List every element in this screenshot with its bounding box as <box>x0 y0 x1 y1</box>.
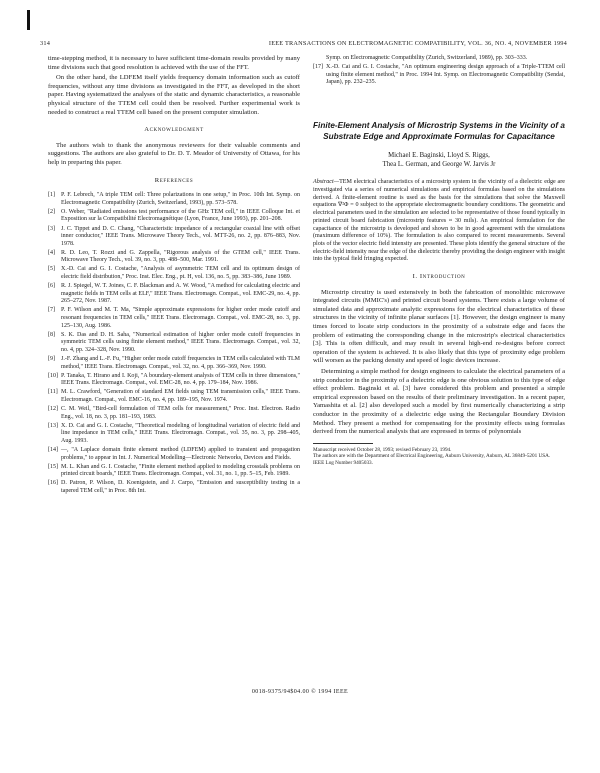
reference-number <box>313 55 326 63</box>
reference-item <box>48 356 300 371</box>
reference-item <box>48 464 300 479</box>
reference-item <box>48 332 300 355</box>
reference-number: [8] <box>48 331 55 338</box>
reference-item <box>48 423 300 446</box>
reference-item <box>48 192 300 207</box>
footnote: Manuscript received October 28, 1993; revised February 23, 1994. <box>313 446 452 453</box>
reference-item <box>48 226 300 249</box>
reference-text: R. J. Spiegel, W. T. Joines, C. F. Blackman and A. W. Wood, "A method for calculating electric and magnetic fields in TEM cells at ELF," IEEE Trans. Electromagn. Compat., vol. EMC-29, no. 4, pp. 265–272, Nov. 1987. <box>61 283 300 305</box>
reference-text: S. K. Das and D. H. Saha, "Numerical estimation of higher order mode cutoff frequencies in symmetric TEM cells using finite element method," IEEE Trans. Electromagn. Compat., vol. 32, no. 4, pp. 324–328, Nov. 1990. <box>61 331 300 353</box>
reference-number: [11] <box>48 389 58 396</box>
footnote: IEEE Log Number 9405033. <box>313 459 373 466</box>
acknowledgment-text: The authors wish to thank the anonymous reviewers for their valuable comments and suggestions. The authors are also grateful to Dr. D. T. Meador of University of Ottawa, for his help in preparing this paper. <box>48 141 300 166</box>
right-column <box>313 55 565 466</box>
authors <box>313 151 565 169</box>
reference-number: [16] <box>48 480 58 487</box>
left-column <box>48 55 300 497</box>
article-title: Finite-Element Analysis of Microstrip Systems in the Vicinity of a Substrate Edge and Approximate Formulas for Capacitance <box>313 121 565 142</box>
reference-number: [1] <box>48 192 55 199</box>
reference-text: P. Tanaka, T. Hirano and I. Koji, "A boundary-element analysis of TEM cells in three dimensions," IEEE Trans. Electromagn. Compat., vol. EMC-28, no. 4, pp. 179–184, Nov. 1986. <box>61 372 300 387</box>
reference-list-continued <box>313 55 565 87</box>
reference-text: —, "A Laplace domain finite element method (LDFEM) applied to transient and propagation problems," to appear in Int. J. Numerical Modelling—Electronic Networks, Devices and Fields. <box>61 447 300 461</box>
reference-list <box>48 192 300 495</box>
reference-number: [17] <box>313 64 323 71</box>
reference-number: [9] <box>48 356 55 362</box>
intro-paragraph: Determining a simple method for design engineers to calculate the electrical parameters of a strip conductor in the proximity of a dielectric edge is one obvious solution to this type of edge effect problem. Baginski et al. [3] have considered this problem and presented a simple empirical expression based on the results of their preliminary investigation. In a recent paper, Yamashita et al. [2] also developed such a model by first numerically characterizing a strip conductor in the proximity of a dielectric edge using the Rectangular Boundary Division Method. They present a method for compensating for the proximity effects using formulas derived from the numerical analysis that are expressed in terms of polynomials <box>313 368 565 436</box>
reference-number: [3] <box>48 225 55 232</box>
reference-number: [13] <box>48 422 58 429</box>
reference-item <box>48 283 300 306</box>
reference-item <box>48 307 300 330</box>
reference-item <box>48 447 300 462</box>
abstract <box>313 179 565 264</box>
reference-item <box>48 389 300 404</box>
reference-text: M. L. Khan and G. I. Costache, "Finite element method applied to modeling crosstalk problems on printed circuit boards," IEEE Trans. Electromagn. Compat., vol. 31, no. 1, pp. 5–15, Feb. 1989. <box>61 463 300 478</box>
reference-item <box>313 64 565 87</box>
left-paragraph: time-stepping method, it is necessary to have sufficient time-domain results provided by many time divisions such that good resolution is achieved with the use of the FFT. <box>48 55 300 71</box>
reference-number: [4] <box>48 249 55 256</box>
reference-item <box>48 250 300 265</box>
running-header <box>40 40 567 47</box>
acknowledgment-heading: Acknowledgment <box>144 126 204 134</box>
reference-number: [6] <box>48 283 55 290</box>
reference-text: P. F. Wilson and M. T. Ma, "Simple approximate expressions for higher order mode cutoff and resonant frequencies in TEM cells," IEEE Trans. Electromagn. Compat., vol. EMC-28, no. 3, pp. 125–130, Aug. 1986. <box>61 307 300 329</box>
reference-text: M. L. Crawford, "Generation of standard EM fields using TEM transmission cells," IEEE Trans. Electromagn. Compat., vol. EMC-16, no. 4, pp. 189–195, Nov. 1974. <box>61 389 300 403</box>
reference-text: C. M. Weil, "Bird-cell formulation of TEM cells for measurement," Proc. Inst. Electron. Radio Eng., vol. 18, no. 3, pp. 181–193, 1983. <box>61 406 300 420</box>
introduction-heading: I. Introduction <box>412 273 466 281</box>
reference-item <box>48 209 300 224</box>
reference-text: J. C. Tippet and D. C. Chang, "Characteristic impedance of a rectangular coaxial line with offset inner conductor," IEEE Trans. Microwave Theory Tech., vol. MTT-26, no. 2, pp. 876–883, Nov. 1978. <box>61 225 300 247</box>
page-number: 314 <box>40 40 51 47</box>
scan-corner-mark <box>27 10 30 30</box>
reference-text: X. D. Cai and G. I. Costache, "Theoretical modeling of longitudinal variation of electric field and line impedance in TEM cells," IEEE Trans. Electromagn. Compat., vol. 35, no. 3, pp. 298–405, Aug. 1993. <box>61 422 300 444</box>
intro-paragraph: Microstrip circuitry is used extensively in both the fabrication of monolithic microwave integrated circuits (MMIC's) and printed circuit board systems. There exists a large volume of simulated data and approximate analytic expressions for the electrical characteristics of these structures in the vicinity of infinite planar surfaces [1]. However, the design engineer is many times forced to locate strip conductors in the proximity of a substrate edge and faces the problem of estimating the corresponding change in the microstrip's electrical characteristics [3]. This is often difficult, and may result in several high-end re-designs before correct operation of the system is achieved. It is also likely that this type of proximity edge problem will worsen as the packing density and speed of logic devices increase. <box>313 288 565 365</box>
copyright-code: 0018-9375/94$04.00 © 1994 IEEE <box>251 689 349 695</box>
authors-line: Michael E. Baginski, Lloyd S. Riggs, <box>388 152 490 160</box>
reference-text: R. D. Leo, T. Rozzi and G. Zappella, "Rigorous analysis of the GTEM cell," IEEE Trans. Microwave Theory Tech., vol. 39, no. 3, pp. 488–500, Mar. 1991. <box>61 249 300 264</box>
reference-text: D. Patron, P. Wilson, D. Koenigstein, and J. Carpo, "Emission and susceptibility testing in a tapered TEM cell," in Proc. 8th Int. <box>61 480 300 494</box>
reference-number: [2] <box>48 208 55 215</box>
abstract-text: TEM electrical characteristics of a microstrip system in the vicinity of a dielectric edge are investigated via a series of numerical simulations and empirical formulas based on the simulations derived. A finite-element routine is used as the basis for the simulations that solve the Maxwell equations ∇²Φ = 0 subject to the appropriate electromagnetic boundary conditions. The geometric and electrical parameters used in the simulation are selected to be representative of those found typically in printed circuit board fabrication (microstrip features ≈ 30 mils). An empirical formulation for the capacitance of the microstrip is developed and shown to be in good agreement with the simulations (maximum difference of 10%). The formulation is also compared to recent measurements. Several plots of the vector electric field intensity are presented. These plots identify the general structure of the electric-field intensity near the edge of the dielectric thereby providing the design engineer with insight into the typical field fringing expected. <box>313 179 565 263</box>
abstract-label: Abstract— <box>313 179 340 186</box>
reference-item <box>48 266 300 281</box>
reference-number: [7] <box>48 307 55 314</box>
reference-number: [14] <box>48 447 58 454</box>
reference-text: X.-D. Cai and G. I. Costache, "Analysis of asymmetric TEM cell and its optimum design of electric field distribution," Proc. Inst. Elec. Eng., pt. H, vol. 136, no. 5, pp. 383–386, June 1989. <box>61 266 300 281</box>
reference-text: P. F. Lebrech, "A triple TEM cell: Three polarizations in one setup," in Proc. 10th Int. Symp. on Electromagnetic Compatibility (Zurich, Switzerland, 1993), pp. 573–578. <box>61 192 300 206</box>
reference-item <box>313 55 565 63</box>
left-paragraph: On the other hand, the LDFEM itself yields frequency domain information such as cutoff frequencies, without any time divisions as investigated in the FFT, as developed in the short paper. Having systematized the analyses of the static and dynamic characteristics, a reasonable physical structure of the TTEM cell could then be resolved. Further experimental work is needed to construct a real TTEM cell based on the present computer simulation. <box>48 74 300 116</box>
reference-number: [12] <box>48 406 58 413</box>
reference-number: [5] <box>48 266 55 273</box>
reference-text: X.-D. Cai and G. I. Costache, "An optimum engineering design approach of a Triple-TTEM cell using finite element method," in Proc. 1994 Int. Symp. on Electromagnetic Compatibility (Sendai, Japan), pp. 232–235. <box>326 64 565 86</box>
reference-item <box>48 480 300 495</box>
reference-number: [15] <box>48 463 58 470</box>
reference-text: O. Weber, "Radiated emissions test performance of the GHz TEM cell," in IEEE Colloque Int. et Exposition sur la Compatibilité Electromagnétique (Lyon, France, June 1993), pp. 201–208. <box>61 208 300 223</box>
reference-text: J.-F. Zhang and L.-F. Fu, "Higher order mode cutoff frequencies in TEM cells calculated with TLM method," IEEE Trans. Electromagn. Compat., vol. 32, no. 4, pp. 366–369, Nov. 1990. <box>61 356 300 370</box>
reference-text: Symp. on Electromagnetic Compatibility (Zurich, Switzerland, 1989), pp. 303–333. <box>326 55 528 61</box>
reference-item <box>48 373 300 388</box>
reference-item <box>48 406 300 421</box>
journal-header: IEEE TRANSACTIONS ON ELECTROMAGNETIC COMPATIBILITY, VOL. 36, NO. 4, NOVEMBER 1994 <box>268 40 567 47</box>
references-heading: References <box>154 176 194 184</box>
reference-number: [10] <box>48 372 58 379</box>
footnote-rule <box>313 443 373 444</box>
footnote: The authors are with the Department of Electrical Engineering, Auburn University, Auburn, AL 36849-5201 USA. <box>313 453 551 460</box>
authors-line: Thea L. German, and George W. Jarvis Jr <box>382 161 496 169</box>
